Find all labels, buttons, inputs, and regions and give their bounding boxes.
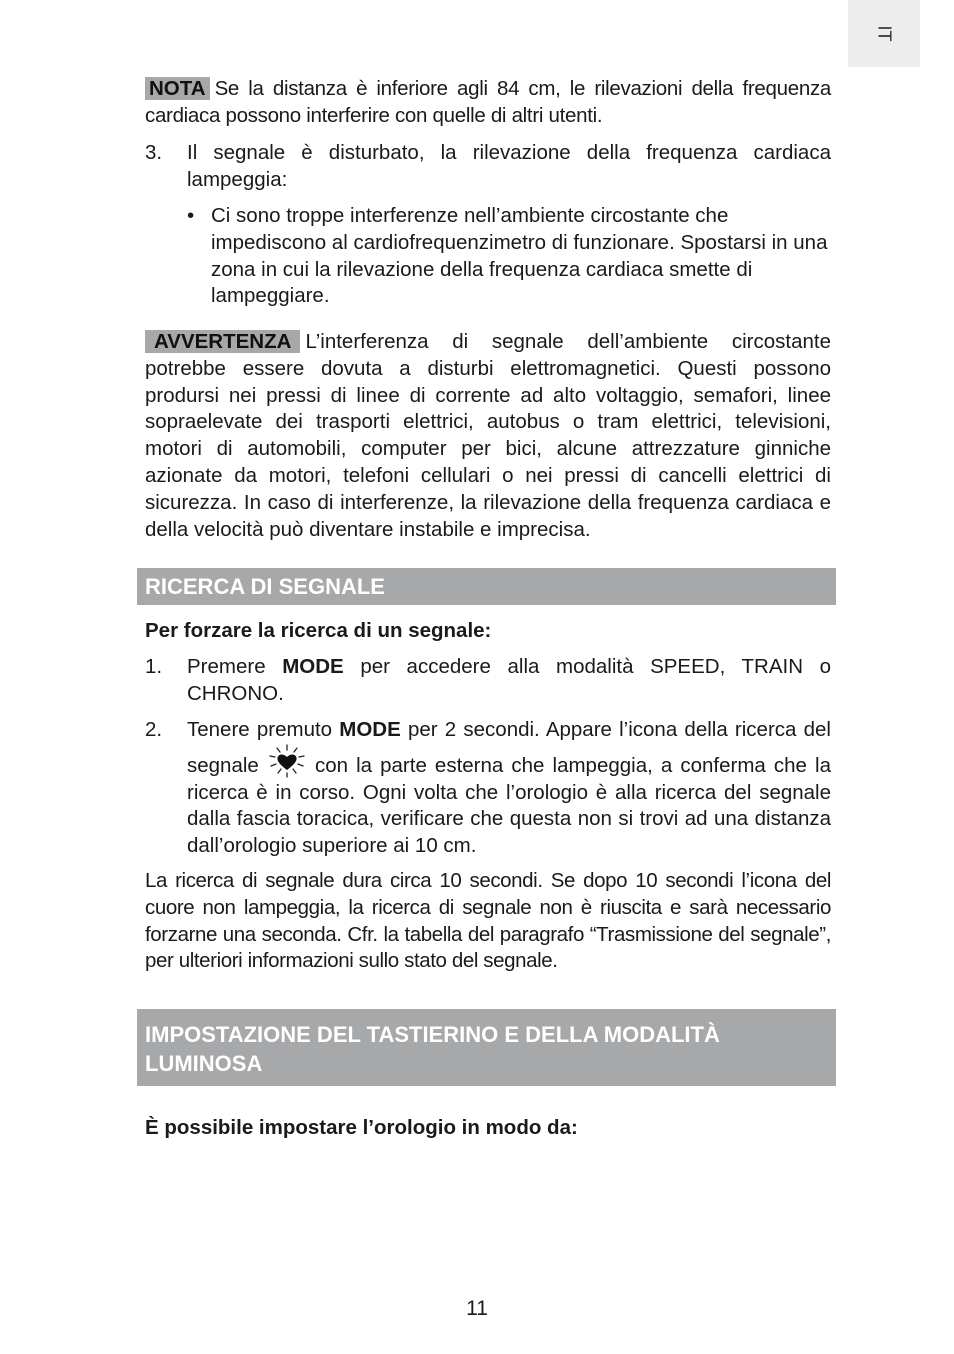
- language-label: IT: [874, 25, 895, 42]
- step-text: [187, 654, 831, 708]
- language-tab: [848, 0, 920, 67]
- step-number: 1.: [145, 655, 163, 678]
- nota-tag: NOTA: [145, 77, 210, 100]
- section-title: RICERCA DI SEGNALE: [145, 574, 385, 599]
- avvertenza-tag: AVVERTENZA: [145, 330, 300, 353]
- bullet-icon: •: [187, 204, 195, 227]
- avvertenza-warning: [145, 329, 831, 543]
- list-item-text: Il segnale è disturbato, la rilevazione della frequenza cardiaca lampeggia:: [187, 141, 831, 191]
- mode-key: MODE: [282, 655, 344, 678]
- step-text-post: per accedere alla modalità SPEED, TRAIN o CHRONO.: [187, 655, 831, 705]
- heart-signal-icon: [267, 744, 307, 778]
- step-2: [145, 717, 831, 857]
- section-subtitle: Per forzare la ricerca di un segnale:: [145, 619, 492, 642]
- nota-text: Se la distanza è inferiore agli 84 cm, le rilevazioni della frequenza cardiaca possono interferire con quelle di altri utenti.: [145, 77, 831, 127]
- avvertenza-text: L’interferenza di segnale dell’ambiente circostante potrebbe essere dovuta a disturbi elettromagnetici. Questi possono prodursi nei pressi di linee di corrente ad alto voltaggio, semafori, linee sopraelevate dei trasporti elettrici, autobus o tram elettrici, televisioni, motori di automobili, computer per bici, alcune attrezzature ginniche azionate da motori, telefoni cellulari o nei pressi di cancelli elettrici di sicurezza. In caso di interferenze, la rilevazione della frequenza cardiaca e della velocità può diventare instabile e imprecisa.: [145, 330, 831, 541]
- mode-key: MODE: [339, 718, 401, 741]
- section-header-impostazione: [137, 1009, 836, 1086]
- nota-note: [145, 76, 831, 130]
- step-text-pre: Premere: [187, 655, 266, 678]
- section-subtitle: È possibile impostare l’orologio in modo da:: [145, 1116, 578, 1139]
- bullet-text: Ci sono troppe interferenze nell’ambiente circostante che impediscono al cardiofrequenzimetro di funzionare. Spostarsi in una zona in cui la rilevazione della frequenza cardiaca smette di lampeggiare.: [211, 204, 828, 308]
- step-text-post: con la parte esterna che lampeggia, a conferma che la ricerca è in corso. Ogni volta che l’orologio è alla ricerca del segnale dalla fascia toracica, verificare che questa non si trovi ad una distanza dall’orologio superiore ai 10 cm.: [187, 753, 831, 858]
- section-title-line1: IMPOSTAZIONE DEL TASTIERINO E DELLA MODALITÀ: [145, 1022, 720, 1047]
- section-title-line2: LUMINOSA: [145, 1051, 263, 1076]
- step-text: [187, 717, 831, 860]
- bullet-item: [187, 203, 831, 311]
- ricerca-paragraph: La ricerca di segnale dura circa 10 secondi. Se dopo 10 secondi l’icona del cuore non lampeggia, la ricerca di segnale non è riuscita e sarà necessario forzarne una seconda. Cfr. la tabella del paragrafo “Trasmissione del segnale”, per ulteriori informazioni sullo stato del segnale.: [145, 869, 831, 973]
- list-item-3: [145, 140, 831, 194]
- step-text-mid: per 2 secondi. Appare l’icona della ricerca del segnale: [187, 718, 831, 777]
- step-1: [145, 654, 831, 708]
- section-header-ricerca: [137, 568, 836, 605]
- page-number: 11: [466, 1297, 488, 1320]
- list-item-number: 3.: [145, 141, 163, 164]
- step-number: 2.: [145, 718, 163, 741]
- step-text-pre: Tenere premuto: [187, 718, 333, 741]
